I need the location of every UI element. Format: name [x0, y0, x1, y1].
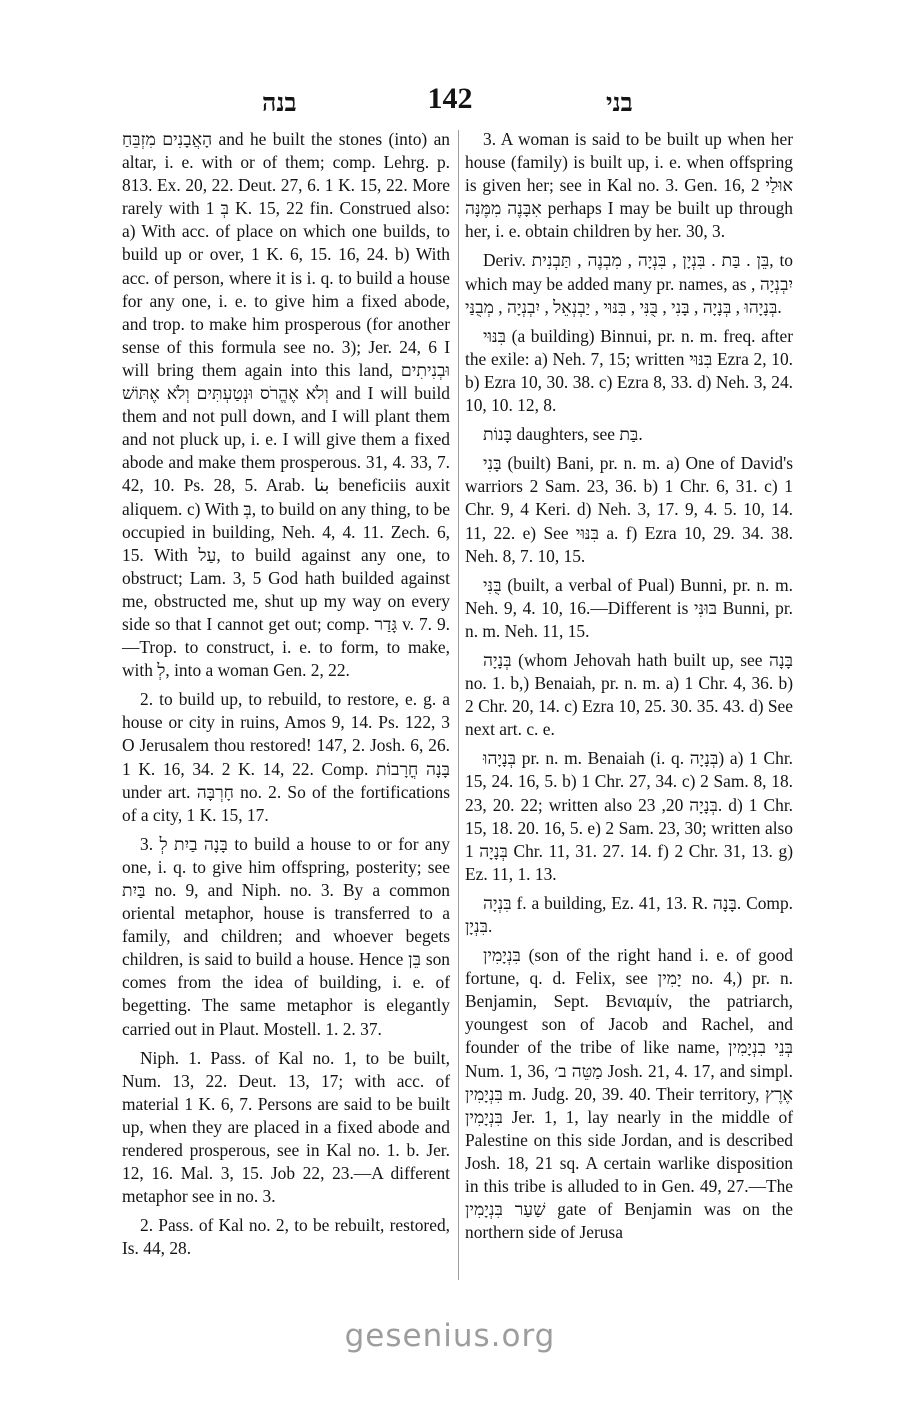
left-column: [122, 128, 450, 1267]
header-left-word: בנה: [262, 88, 297, 117]
page-number: 142: [427, 82, 473, 115]
entry-benaiahu: בְּנָיָהוּ pr. n. m. Benaiah (i. q. בְּנָיָה) a) 1 Chr. 15, 24. 16, 5. b) 1 Chr. 27, 34. c) 2 Sam. 8, 18. 23, 20. 22; written also בְּנָיָה 20, 23. d) 1 Chr. 15, 18. 20. 16, 5. e) 2 Sam. 23, 30; written also בְּנָיָה 1 Chr. 11, 31. 27. 14. f) 2 Chr. 31, 13. g) Ez. 11, 1. 13.: [465, 748, 793, 884]
entry-bunni: בֻּנִּי (built, a verbal of Pual) Bunni, pr. n. m. Neh. 9, 4. 10, 16.—Different is בּוּנִּי Bunni, pr. n. m. Neh. 11, 15.: [465, 574, 794, 641]
site-watermark: gesenius.org: [344, 1318, 556, 1354]
entry-binnui: בִּנּוּי (a building) Binnui, pr. n. m. freq. after the exile: a) Neh. 7, 15; written בִּנּוּי Ezra 2, 10. b) Ezra 10, 30. 38. c) Ezra 8, 33. d) Neh. 3, 24. 10, 10. 12, 8.: [465, 325, 793, 416]
derivatives: Deriv. בֵּן . בַּת . בִּנְיָן , בִּנְיָה , מִבְנֶה , תַּבְנִית, to which may be added many pr. names, as יִבְנְיָה , בְּנָיָהוּ , בְּנָיָה , בָּנִי , בֻּנִּי , בִּנּוּי , יַבְנְאֵל , יִבְנְיָה , מְבֻנַּי.: [465, 250, 794, 317]
niphal-sense-3: 3. A woman is said to be built up when her house (family) is built up, i. e. when offspring is given her; see in Kal no. 3. Gen. 16, 2 אוּלַי אִבָּנֶה מִמֶּנָּה perhaps I may be built up through her, i. e. obtain children by her. 30, 3.: [465, 129, 793, 242]
right-column: [465, 128, 793, 1250]
sense-3: 3. בָּנָה בַיִת לְ to build a house to or for any one, i. q. to give him offspring, posterity; see בַּיִת no. 9, and Niph. no. 3. By a common oriental metaphor, house is transferred to a family, and children; and whoever begets children, is said to build a house. Hence בֵּן son comes from the idea of building, i. e. of begetting. The same metaphor is elegantly carried out in Plaut. Mostell. 1. 2. 37.: [122, 833, 451, 1039]
entry-binyamin: בִּנְיָמִין (son of the right hand i. e. of good fortune, q. d. Felix, see יָמִין no. 4,) pr. n. Benjamin, Sept. Βενιαμίν, the patriarch, youngest son of Jacob and Rachel, and founder of the tribe of like name, בְּנֵי בִנְיָמִין Num. 1, 36, מַטֵּה ב׳ Josh. 21, 4. 17, and simpl. בִּנְיָמִין m. Judg. 20, 39. 40. Their territory, אֶרֶץ בִּנְיָמִין Jer. 1, 1, lay nearly in the middle of Palestine on this side Jordan, and is described Josh. 18, 21 sq. A certain warlike disposition in this tribe is alluded to in Gen. 49, 27.—The שַׁעַר בִּנְיָמִין gate of Benjamin was on the northern side of Jerusa: [465, 945, 793, 1243]
entry-banot: בָּנוֹת daughters, see בַּת.: [483, 424, 643, 445]
niphal-sense-1: Niph. 1. Pass. of Kal no. 1, to be built, Num. 13, 22. Deut. 13, 17; with acc. of material 1 K. 6, 7. Persons are said to be built up, when they are placed in a fixed abode and rendered prosperous, see in Kal no. 1. b. Jer. 12, 16. Mal. 3, 15. Job 22, 23.—A different metaphor see in no. 3.: [122, 1047, 450, 1207]
header-right-word: בני: [606, 88, 633, 117]
entry-benaiah: בְּנָיָה (whom Jehovah hath built up, see בָּנָה no. 1. b,) Benaiah, pr. n. m. a) 1 Chr. 4, 36. b) 2 Chr. 20, 14. c) Ezra 10, 25. 30. 35. 43. d) See next art. c. e.: [465, 649, 793, 740]
entry-binyah: בִּנְיָה f. a building, Ez. 41, 13. R. בָּנָה. Comp. בִּנְיָן.: [465, 892, 794, 936]
entry-bani: בָּנִי (built) Bani, pr. n. m. a) One of David's warriors 2 Sam. 23, 36. b) 1 Chr. 6, 31. c) 1 Chr. 9, 4 Keri. d) Neh. 3, 17. 9, 4. 5. 10, 14. 11, 22. e) See בִּנּוּי a. f) Ezra 10, 29. 34. 38. Neh. 8, 7. 10, 15.: [465, 453, 793, 566]
entry-continuation: הָאֲבָנִים מִזְבֵּחַ and he built the stones (into) an altar, i. e. with or of them; comp. Lehrg. p. 813. Ex. 20, 22. Deut. 27, 6. 1 K. 15, 22. More rarely with בְּ 1 K. 15, 22 fin. Construed also: a) With acc. of place on which one builds, to build up or over, 1 K. 6, 15. 16, 24. b) With acc. of person, where it is i. q. to build a house for any one, i. e. to give him a fixed abode, and trop. to make him prosperous (for another sense of this formula see no. 3); Jer. 24, 6 I will bring them again into this land, וּבְנִיתִים וְלֹא אֶהֱרֹס וּנְטַעְתִּים וְלֹא אֶתּוֹשׁ and I will build them and not pull down, and I will plant them and not pluck up, i. e. I will give them a fixed abode and make them prosperous. 31, 4. 33, 7. 42, 10. Ps. 28, 5. Arab. بنا beneficiis auxit aliquem. c) With בְּ, to build on any thing, to be occupied in building, Neh. 4, 4. 11. Zech. 6, 15. With עַל, to build against any one, to obstruct; Lam. 3, 5 God hath builded against me, obstructed me, shut up my way on every side so that I cannot get out; comp. גָּדַר v. 7. 9.—Trop. to construct, i. e. to form, to make, with לְ, into a woman Gen. 2, 22.: [122, 129, 450, 681]
niphal-sense-2: 2. Pass. of Kal no. 2, to be rebuilt, restored, Is. 44, 28.: [122, 1215, 450, 1259]
running-head: [0, 82, 900, 122]
sense-2: 2. to build up, to rebuild, to restore, e. g. a house or city in ruins, Amos 9, 14. Ps. 122, 3 O Jerusalem thou restored! 147, 2. Josh. 6, 26. 1 K. 16, 34. 2 K. 14, 22. Comp. בָּנָה חֳרָבוֹת under art. חָרְבָּה no. 2. So of the fortifications of a city, 1 K. 15, 17.: [122, 689, 450, 825]
column-divider: [458, 130, 459, 1280]
